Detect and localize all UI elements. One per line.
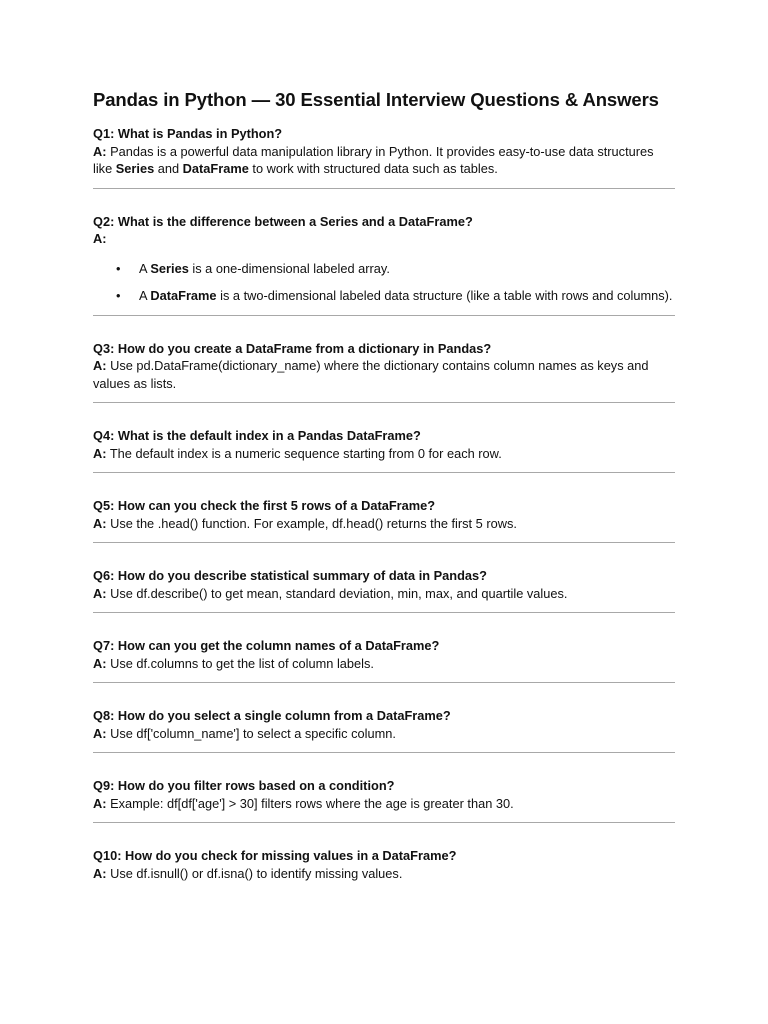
- answer-1: [93, 143, 675, 178]
- question-6: Q6: How do you describe statistical summary of data in Pandas?: [93, 568, 487, 583]
- document-page: [93, 88, 675, 882]
- qa-item-4: [93, 427, 675, 462]
- question-5: Q5: How can you check the first 5 rows of a DataFrame?: [93, 498, 436, 513]
- answer-label: A:: [93, 231, 107, 246]
- answer-6: [93, 585, 675, 603]
- bullet-1-post: is a one-dimensional labeled array.: [188, 260, 390, 276]
- answer-label: A:: [93, 795, 107, 811]
- answer-9-text: Example: df[df['age'] > 30] filters rows where the age is greater than 30.: [106, 795, 514, 811]
- answer-label: A:: [93, 585, 107, 601]
- divider: [93, 822, 675, 823]
- answer-10-text: Use df.isnull() or df.isna() to identify missing values.: [106, 865, 403, 881]
- answer-1-bold-series: Series: [115, 161, 155, 176]
- bullet-2-post: is a two-dimensional labeled data structure (like a table with rows and columns).: [216, 288, 673, 303]
- answer-7-text: Use df.columns to get the list of column labels.: [106, 655, 374, 671]
- qa-item-2: [93, 213, 675, 305]
- answer-1-text-part1: Pandas is a powerful data manipulation library in Python. It provides easy-to-use data structures like: [93, 143, 654, 176]
- question-4: Q4: What is the default index in a Pandas DataFrame?: [93, 428, 421, 443]
- answer-5-text: Use the .head() function. For example, df.head() returns the first 5 rows.: [106, 515, 517, 531]
- question-7: Q7: How can you get the column names of a DataFrame?: [93, 638, 440, 653]
- bullet-2-pre: A: [139, 288, 151, 303]
- bullet-icon: •: [116, 260, 121, 276]
- bullet-icon: •: [116, 288, 121, 303]
- answer-8: [93, 725, 675, 743]
- divider: [93, 612, 675, 613]
- bullet-2-bold: DataFrame: [150, 288, 217, 303]
- divider: [93, 752, 675, 753]
- divider: [93, 315, 675, 316]
- answer-2: [93, 230, 675, 248]
- answer-3-text: Use pd.DataFrame(dictionary_name) where the dictionary contains column names as keys and values as lists.: [93, 358, 649, 391]
- answer-label: A:: [93, 143, 107, 159]
- qa-item-3: [93, 340, 675, 393]
- question-2: Q2: What is the difference between a Series and a DataFrame?: [93, 213, 473, 229]
- qa-item-10: [93, 847, 675, 882]
- qa-item-1: [93, 125, 675, 178]
- divider: [93, 188, 675, 189]
- divider: [93, 472, 675, 473]
- qa-item-6: [93, 567, 675, 602]
- answer-label: A:: [93, 865, 107, 881]
- question-9: Q9: How do you filter rows based on a condition?: [93, 778, 395, 793]
- answer-label: A:: [93, 655, 107, 671]
- bullet-item: [116, 260, 675, 278]
- divider: [93, 682, 675, 683]
- question-1: Q1: What is Pandas in Python?: [93, 126, 283, 141]
- answer-label: A:: [93, 358, 107, 373]
- bullet-item: [116, 287, 675, 305]
- answer-label: A:: [93, 515, 107, 531]
- answer-8-text: Use df['column_name'] to select a specific column.: [106, 725, 396, 741]
- bullet-1-pre: A: [139, 260, 151, 276]
- qa-item-8: [93, 707, 675, 742]
- answer-7: [93, 655, 675, 673]
- answer-label: A:: [93, 445, 107, 461]
- answer-4-text: The default index is a numeric sequence starting from 0 for each row.: [106, 445, 502, 461]
- question-8: Q8: How do you select a single column from a DataFrame?: [93, 708, 451, 723]
- question-3: Q3: How do you create a DataFrame from a dictionary in Pandas?: [93, 340, 492, 356]
- answer-4: [93, 445, 675, 463]
- answer-10: [93, 865, 675, 883]
- answer-2-bullet-list: [93, 260, 675, 305]
- answer-1-text-part3: to work with structured data such as tables.: [248, 161, 498, 176]
- answer-5: [93, 515, 675, 533]
- answer-1-text-part2: and: [154, 161, 183, 176]
- answer-1-bold-dataframe: DataFrame: [182, 161, 249, 176]
- answer-9: [93, 795, 675, 813]
- question-10: Q10: How do you check for missing values in a DataFrame?: [93, 848, 457, 863]
- qa-item-9: [93, 777, 675, 812]
- answer-6-text: Use df.describe() to get mean, standard deviation, min, max, and quartile values.: [106, 585, 568, 601]
- answer-label: A:: [93, 725, 107, 741]
- bullet-1-bold: Series: [150, 260, 189, 276]
- divider: [93, 402, 675, 403]
- page-title: Pandas in Python — 30 Essential Interview Questions & Answers: [93, 89, 659, 110]
- divider: [93, 542, 675, 543]
- qa-item-7: [93, 637, 675, 672]
- qa-item-5: [93, 497, 675, 532]
- answer-3: [93, 357, 675, 392]
